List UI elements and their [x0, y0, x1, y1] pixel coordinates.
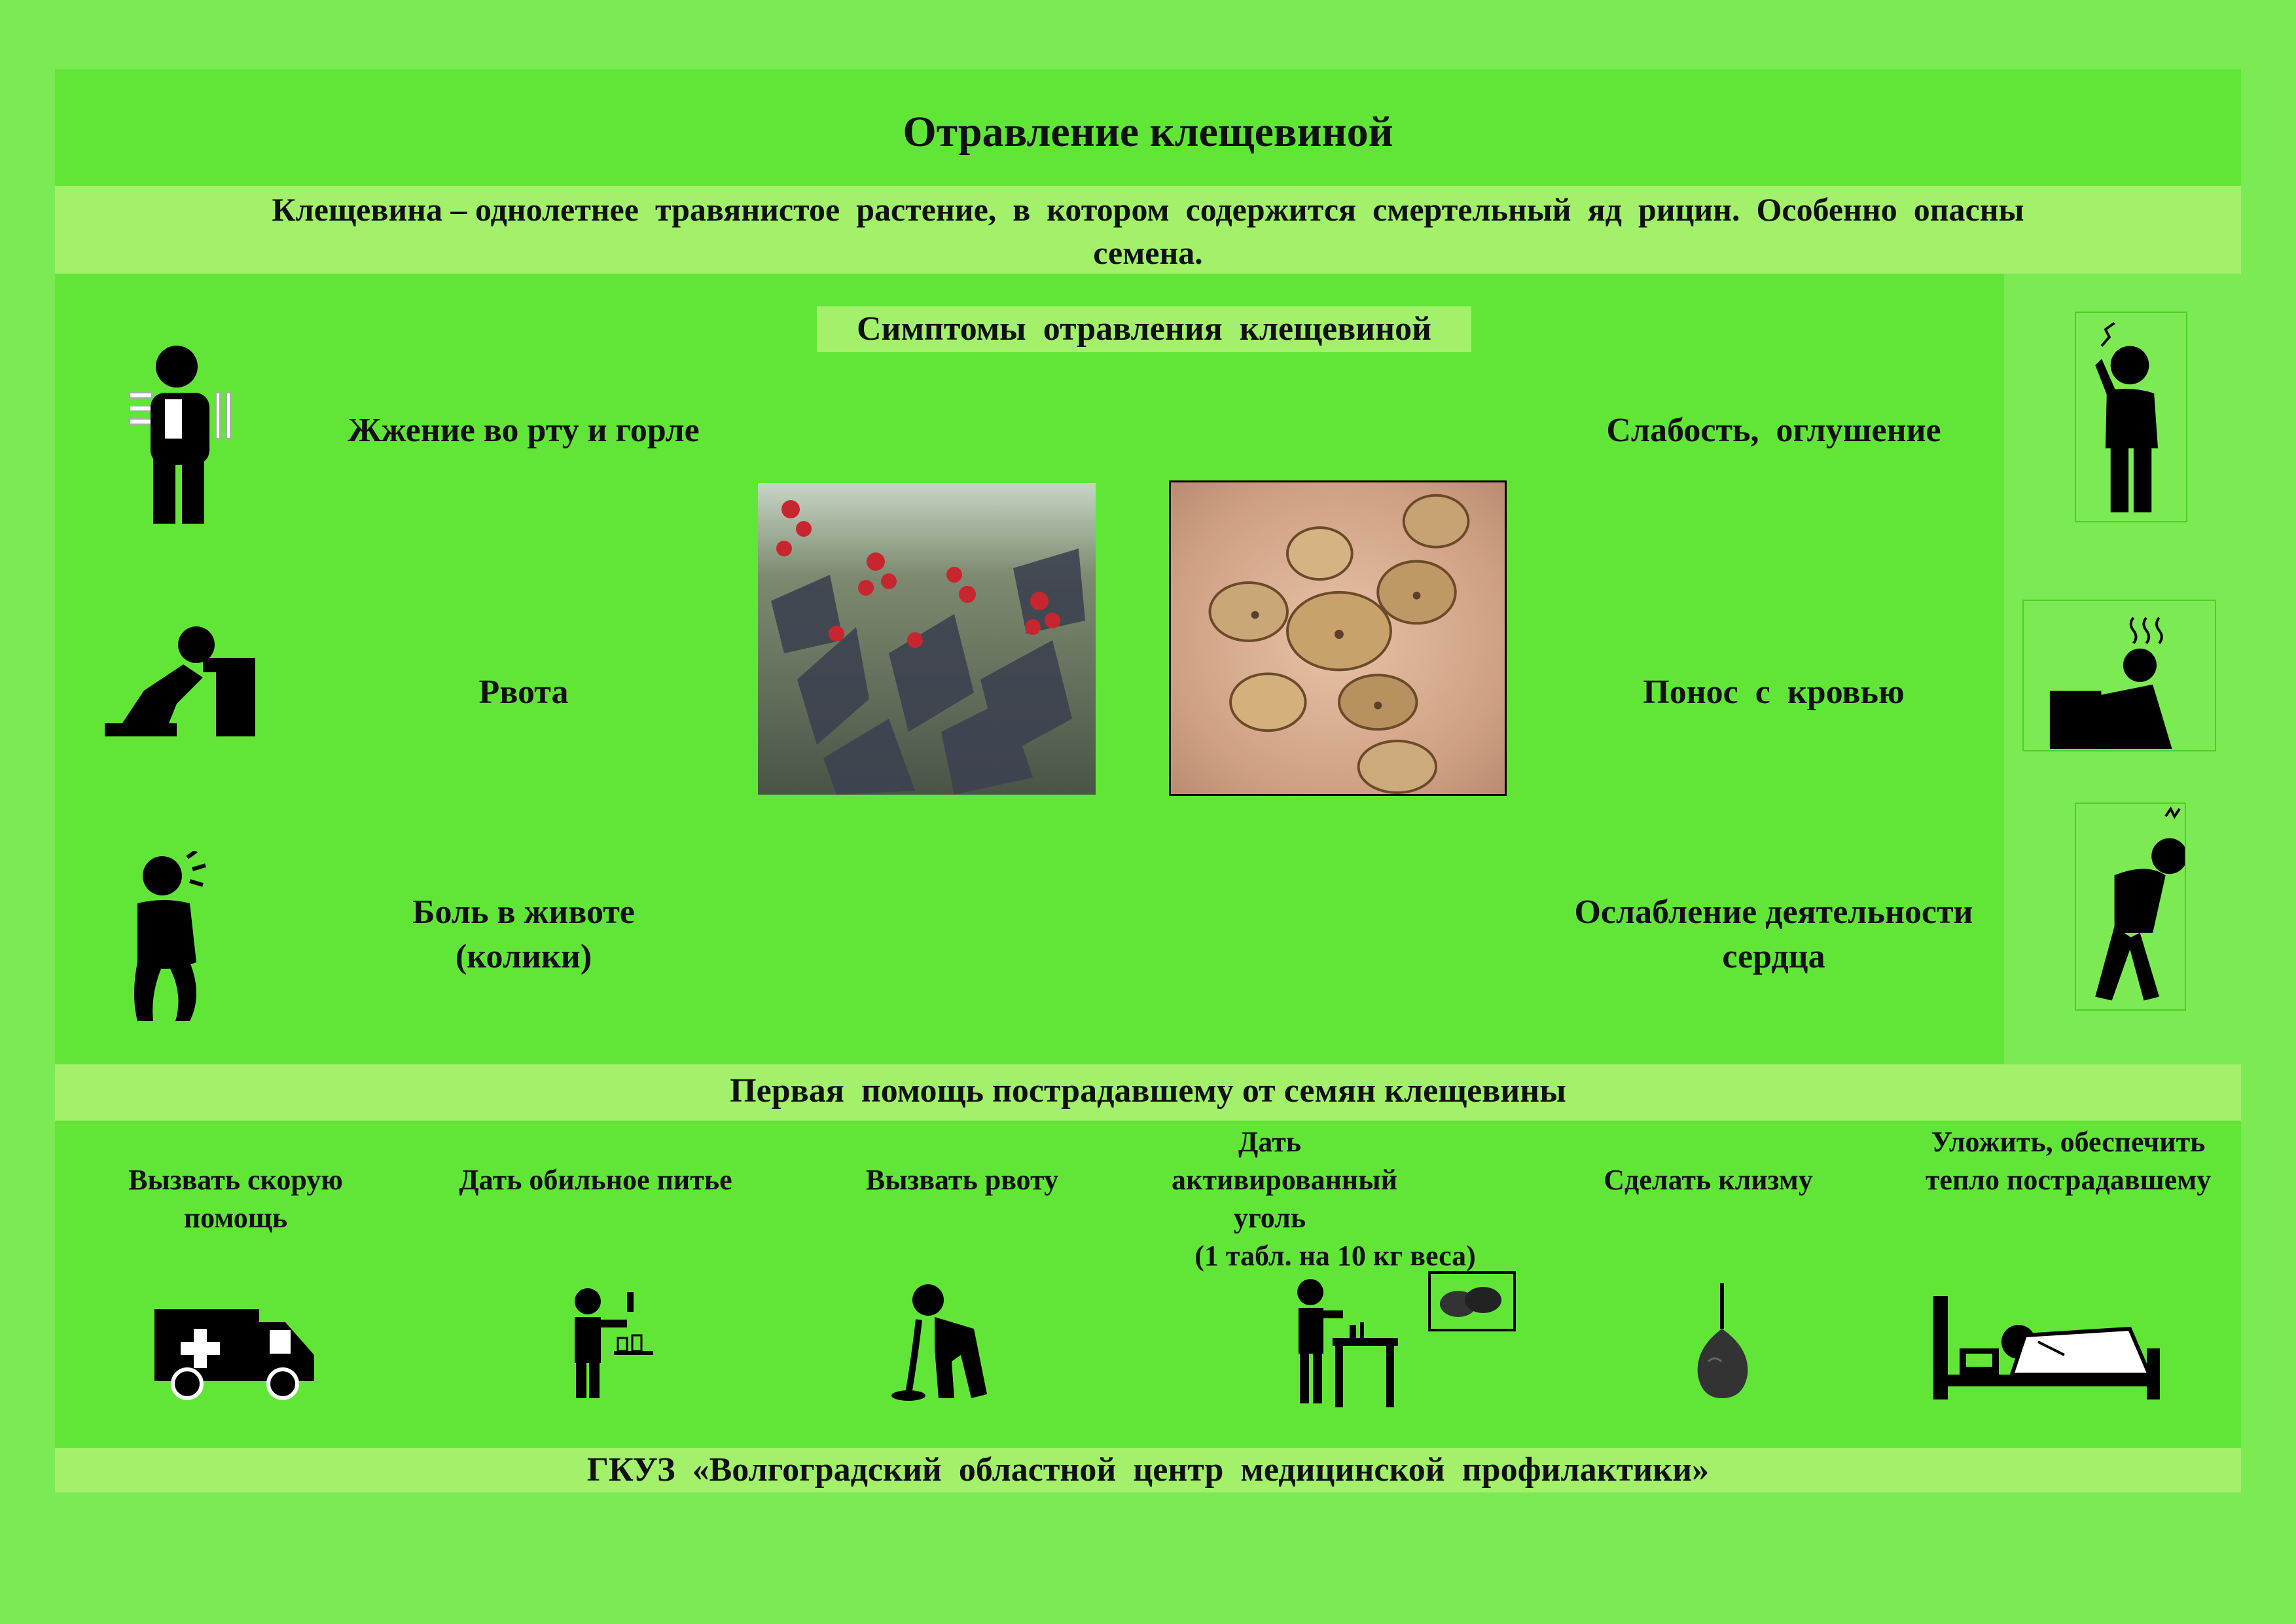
first-aid-area: [55, 1121, 2241, 1448]
charcoal-tablets-icon: [1428, 1271, 1516, 1331]
castor-plant-photo: [758, 483, 1096, 795]
burning-throat-icon: [124, 340, 242, 530]
heart-weakness-icon: [2075, 803, 2186, 1011]
enema-bulb-icon: [1695, 1283, 1750, 1399]
symptom-weakness-text: Слабость, оглушение: [1606, 412, 1941, 449]
aid-step-vomit-text: Вызвать рвоту: [865, 1164, 1059, 1196]
activated-charcoal-icon: [1287, 1276, 1398, 1407]
stomach-pain-icon: [124, 851, 209, 1024]
dizziness-icon: [2075, 312, 2187, 522]
ambulance-icon: [154, 1303, 321, 1401]
intro-line-1: Клещевина – однолетнее травянистое растение, в котором содержится смертельный яд рицин. Особенно опасны: [272, 191, 2024, 228]
aid-step-ambulance-text: Вызвать скорую помощь: [128, 1164, 343, 1234]
footer-text: ГКУЗ «Волгоградский областной центр медицинской профилактики»: [586, 1451, 1710, 1489]
symptoms-heading: Симптомы отравления клещевиной: [817, 306, 1471, 352]
symptom-stomach-text: Боль в животе (колики): [412, 893, 635, 975]
bed-rest-icon: [1933, 1296, 2160, 1399]
symptom-heart-text: Ослабление деятельности сердца: [1574, 893, 1973, 975]
aid-step-drink-text: Дать обильное питье: [459, 1164, 732, 1196]
aid-step-bed-text: Уложить, обеспечить тепло пострадавшему: [1925, 1126, 2212, 1196]
aid-step-charcoal-text: Дать активированный уголь: [1172, 1126, 1397, 1234]
induce-vomit-icon: [889, 1283, 994, 1401]
symptom-diarrhea-text: Понос с кровью: [1643, 674, 1905, 711]
symptom-burning-text: Жжение во рту и горле: [348, 412, 700, 449]
toilet-icon: [2022, 600, 2216, 751]
intro-line-2: семена.: [1093, 234, 1203, 271]
symptom-vomiting-text: Рвота: [478, 674, 569, 711]
vomiting-icon: [105, 619, 262, 743]
drinking-icon: [562, 1286, 653, 1398]
first-aid-heading: Первая помощь пострадавшему от семян клещевины: [730, 1072, 1566, 1110]
castor-seeds-photo: [1169, 480, 1507, 796]
aid-step-charcoal-subtext: (1 табл. на 10 кг веса): [1194, 1240, 1476, 1272]
page-title: Отравление клещевиной: [903, 108, 1393, 156]
aid-step-enema-text: Сделать клизму: [1604, 1164, 1813, 1196]
